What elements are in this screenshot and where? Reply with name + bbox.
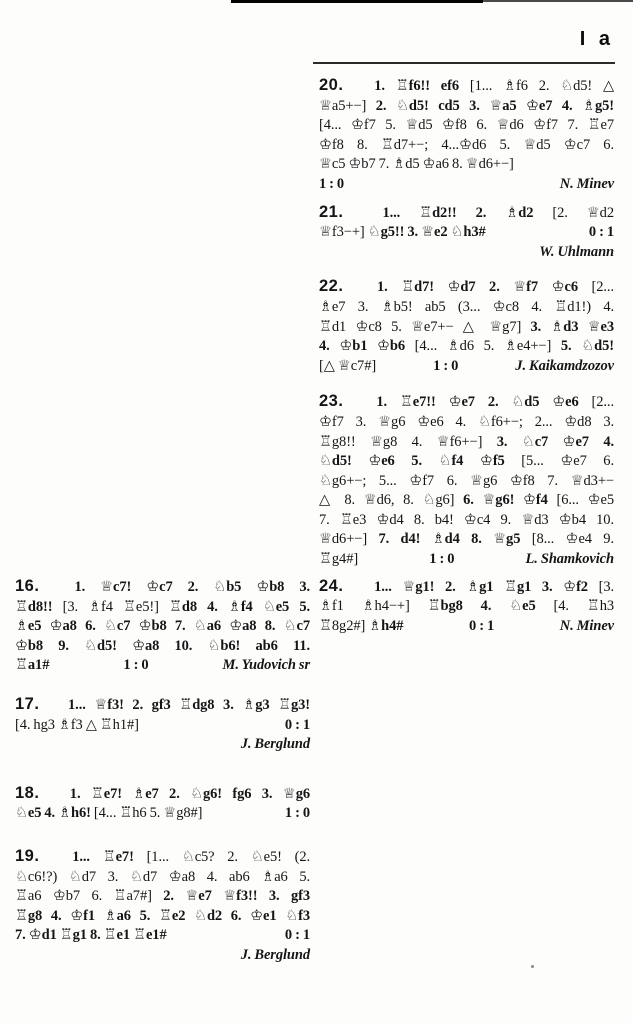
variation-text: ♔f8 8. ♖d7+−; 4...♔d6 5. ♕d5 ♔c7 6. [319, 136, 614, 153]
chess-problem-21 [319, 203, 614, 263]
solution-line [319, 550, 614, 570]
author-name: L. Shamkovich [525, 551, 614, 568]
mainline-move-text: 1. ♖e7!! ♔e7 2. ♘d5 ♔e6 [376, 394, 579, 411]
chess-problem-20 [319, 76, 614, 195]
solution-line [319, 357, 614, 377]
game-result: 0 : 1 [284, 716, 310, 733]
solution-line [319, 452, 614, 472]
problem-number: 22. [319, 277, 344, 296]
mainline-move-text: 1... ♖d2!! 2. ♗d2 [382, 204, 534, 221]
scan-artifact-bar [231, 0, 483, 3]
solution-line [319, 76, 614, 97]
page-section-header: I a [579, 28, 614, 50]
variation-text: [4... ♗d6 5. ♗e4+−] [414, 338, 552, 355]
line-part [319, 550, 358, 570]
solution-line [15, 784, 310, 805]
game-result: 1 : 0 [429, 551, 455, 568]
mainline-move-text: ♖d8!! [15, 598, 53, 615]
variation-text: ♕c5 ♔b7 7. ♗d5 ♔a6 8. ♕d6+−] [319, 156, 514, 173]
mainline-move-text: ♘e5 4. ♗h6! [15, 805, 91, 822]
variation-text: [1... ♘c5? 2. ♘e5! (2. [146, 848, 310, 865]
solution-line [319, 472, 614, 492]
solution-line [319, 413, 614, 433]
variation-text: ♕f3−+] [319, 224, 365, 241]
variation-text: [5... ♔e7 6. [521, 453, 614, 470]
variation-text: ♖g4#] [319, 551, 359, 568]
mainline-move-text: 6. ♕g6! ♔f4 [463, 492, 548, 509]
game-result: 1 : 0 [123, 657, 149, 674]
solution-line [319, 136, 614, 156]
solution-line [15, 598, 310, 618]
variation-text: 7. ♖e3 ♔d4 8. b4! ♔c4 9. ♕d3 ♔b4 10. [319, 511, 614, 528]
line-part [319, 617, 403, 637]
variation-text: ♘g6+−; 5... ♔f7 6. ♕g6 ♔f8 7. ♕d3+− [319, 472, 614, 489]
variation-text: ♕d6+−] [319, 531, 368, 548]
problem-number: 20. [319, 76, 344, 94]
variation-text: ♗e7 3. ♗b5! ab5 (3... ♔c8 4. ♖d1!) 4. [319, 298, 614, 315]
mainline-move-text: ♗e5 ♔a8 6. ♘c7 ♔b8 7. ♘a6 ♔a8 8. ♘c7 [15, 618, 310, 635]
solution-line [15, 656, 310, 676]
mainline-move-text: ♘g5!! 3. ♕e2 ♘h3# [367, 224, 486, 241]
solution-line [15, 617, 310, 637]
chess-problem-23 [319, 392, 614, 569]
line-part [223, 656, 310, 676]
variation-text: [3. ♗f4 ♖e5!] [62, 598, 159, 615]
solution-line [319, 155, 614, 175]
solution-line [15, 926, 310, 946]
variation-text: [2. ♕d2 [552, 204, 614, 221]
mainline-move-text: ♔b8 9. ♘d5! ♔a8 10. ♘b6! ab6 11. [15, 637, 310, 654]
variation-text: [4. hg3 ♗f3 △ ♖h1#] [15, 716, 139, 733]
problem-number: 24. [319, 576, 344, 595]
solution-line [319, 175, 614, 195]
solution-line [15, 637, 310, 657]
variation-text: [2... [591, 279, 614, 296]
line-part [319, 175, 344, 195]
column-left [15, 577, 310, 966]
mainline-move-text: ♖d8 4. ♗f4 ♘e5 5. [169, 598, 310, 615]
solution-line [15, 907, 310, 927]
mainline-move-text: 1... ♖e7! [72, 848, 134, 865]
solution-line [15, 847, 310, 868]
solution-line [319, 318, 614, 338]
problem-number: 17. [15, 694, 40, 713]
line-part [15, 926, 167, 946]
solution-line [319, 617, 614, 637]
mainline-move-text: 7. d4! ♗d4 8. ♕g5 [378, 531, 521, 548]
mainline-move-text: 3. ♗d3 ♕e3 [530, 318, 615, 335]
line-part [15, 716, 139, 736]
author-name: M. Yudovich sr [222, 657, 310, 674]
line-part [589, 223, 614, 243]
mainline-move-text: 1. ♖f6!! ef6 [374, 78, 460, 94]
mainline-move-text: 3. ♘c7 ♔e7 4. [496, 433, 614, 450]
solution-line [319, 433, 614, 453]
mainline-move-text: 1. ♖e7! ♗e7 2. ♘g6! fg6 3. ♕g6 [69, 785, 310, 802]
game-result: 1 : 0 [284, 805, 310, 822]
variation-text: ♗f1 ♗h4−+] [319, 598, 410, 615]
line-part [15, 804, 202, 824]
author-name: J. Berglund [240, 736, 310, 753]
variation-text: ♖8g2#] [319, 617, 366, 634]
variation-text: [4... ♖h6 5. ♕g8#] [93, 805, 203, 822]
problem-number: 16. [15, 577, 40, 595]
problem-number: 21. [319, 202, 344, 221]
mainline-move-text: 1. ♕c7! ♔c7 2. ♘b5 ♔b8 3. [74, 579, 311, 595]
variation-text: ♖d1 ♔c8 5. ♕e7+− △ ♕g7] [319, 318, 522, 335]
line-part [15, 656, 49, 676]
variation-text: [3. [598, 578, 614, 595]
line-part [560, 617, 614, 637]
line-part [123, 656, 148, 676]
author-name: W. Uhlmann [539, 243, 614, 260]
problem-number: 19. [15, 846, 40, 865]
solution-line [319, 392, 614, 413]
variation-text: [1... ♗f6 2. ♘d5! △ [469, 78, 615, 94]
problem-number: 18. [15, 783, 40, 802]
column-right [319, 76, 614, 636]
solution-line [15, 887, 310, 907]
line-part [526, 550, 614, 570]
mainline-move-text: ♗h4# [368, 617, 404, 634]
mainline-move-text: 7. ♔d1 ♖g1 8. ♖e1 ♖e1# [15, 927, 167, 944]
mainline-move-text: 1... ♕f3! 2. gf3 ♖dg8 3. ♗g3 ♖g3! [68, 696, 311, 713]
solution-line [15, 735, 310, 755]
line-part [433, 357, 458, 377]
solution-line [319, 577, 614, 598]
game-result: 1 : 0 [433, 357, 459, 374]
variation-text: ♘c6!?) ♘d7 3. ♘d7 ♔a8 4. ab6 ♗a6 5. [15, 868, 310, 885]
line-part [285, 926, 310, 946]
chess-problem-24 [319, 577, 614, 637]
solution-line [15, 868, 310, 888]
mainline-move-text: ♘d5! ♔e6 5. ♘f4 ♔f5 [319, 453, 505, 470]
line-part [515, 357, 614, 377]
solution-line [15, 804, 310, 824]
chess-problem-19 [15, 847, 310, 966]
solution-line [319, 243, 614, 263]
variation-text: [2... [591, 394, 614, 411]
chess-problem-22 [319, 277, 614, 376]
author-name: J. Berglund [240, 946, 310, 963]
variation-text: [4. ♖h3 [553, 598, 614, 615]
variation-text: [6... ♔e5 [556, 492, 614, 509]
variation-text: ♖a6 ♔b7 6. ♖a7#] [15, 888, 152, 905]
variation-text: △ 8. ♕d6, 8. ♘g6] [319, 492, 455, 509]
game-result: 0 : 1 [469, 617, 495, 634]
variation-text: [△ ♕c7#] [319, 357, 377, 374]
solution-line [15, 946, 310, 966]
mainline-move-text: 4. ♔b1 ♔b6 [319, 338, 406, 355]
mainline-move-text: 1. ♖d7! ♔d7 2. ♕f7 ♔c6 [376, 279, 578, 296]
line-part [319, 357, 376, 377]
solution-line [319, 511, 614, 531]
solution-line [319, 116, 614, 136]
chess-problem-16 [15, 577, 310, 676]
solution-line [319, 337, 614, 357]
solution-line [319, 597, 614, 617]
solution-line [319, 97, 614, 117]
chess-problem-18 [15, 784, 310, 824]
chess-problem-17 [15, 695, 310, 755]
mainline-move-text: 5. ♘d5! [560, 338, 614, 355]
scan-artifact-dot [531, 965, 534, 968]
scan-artifact-bar-faint [483, 0, 633, 2]
solution-line [15, 695, 310, 716]
line-part [319, 223, 486, 243]
solution-line [319, 223, 614, 243]
game-result: 1 : 0 [319, 175, 345, 192]
solution-line [15, 716, 310, 736]
mainline-move-text: 1... ♕g1! 2. ♗g1 ♖g1 3. ♔f2 [374, 578, 588, 595]
line-part [285, 804, 310, 824]
header-rule [313, 62, 615, 64]
solution-line [319, 298, 614, 318]
author-name: N. Minev [559, 617, 614, 634]
mainline-move-text: ♖bg8 4. ♘e5 [427, 598, 536, 615]
mainline-move-text: ♖a1# [15, 657, 50, 674]
mainline-move-text: 2. ♕e7 ♕f3!! 3. gf3 [163, 888, 310, 905]
variation-text: ♖g8!! ♕g8 4. ♕f6+−] [319, 433, 483, 450]
game-result: 0 : 1 [588, 224, 614, 241]
game-result: 0 : 1 [284, 927, 310, 944]
solution-line [319, 277, 614, 298]
variation-text: ♕a5+−] [319, 97, 367, 114]
author-name: N. Minev [559, 175, 614, 192]
line-part [285, 716, 310, 736]
line-part [469, 617, 494, 637]
variation-text: [8... ♔e4 9. [531, 531, 614, 548]
solution-line [319, 530, 614, 550]
mainline-move-text: ♖g8 4. ♔f1 ♗a6 5. ♖e2 ♘d2 6. ♔e1 ♘f3 [15, 907, 310, 924]
line-part [429, 550, 454, 570]
solution-line [319, 203, 614, 224]
mainline-move-text: 2. ♘d5! cd5 3. ♕a5 ♔e7 4. ♗g5! [375, 97, 614, 114]
solution-line [15, 577, 310, 598]
author-name: J. Kaikamdzozov [515, 357, 614, 374]
solution-line [319, 491, 614, 511]
line-part [560, 175, 614, 195]
problem-number: 23. [319, 392, 344, 411]
variation-text: ♔f7 3. ♕g6 ♔e6 4. ♘f6+−; 2... ♔d8 3. [319, 413, 614, 430]
variation-text: [4... ♔f7 5. ♕d5 ♔f8 6. ♕d6 ♔f7 7. ♖e7 [319, 117, 614, 134]
